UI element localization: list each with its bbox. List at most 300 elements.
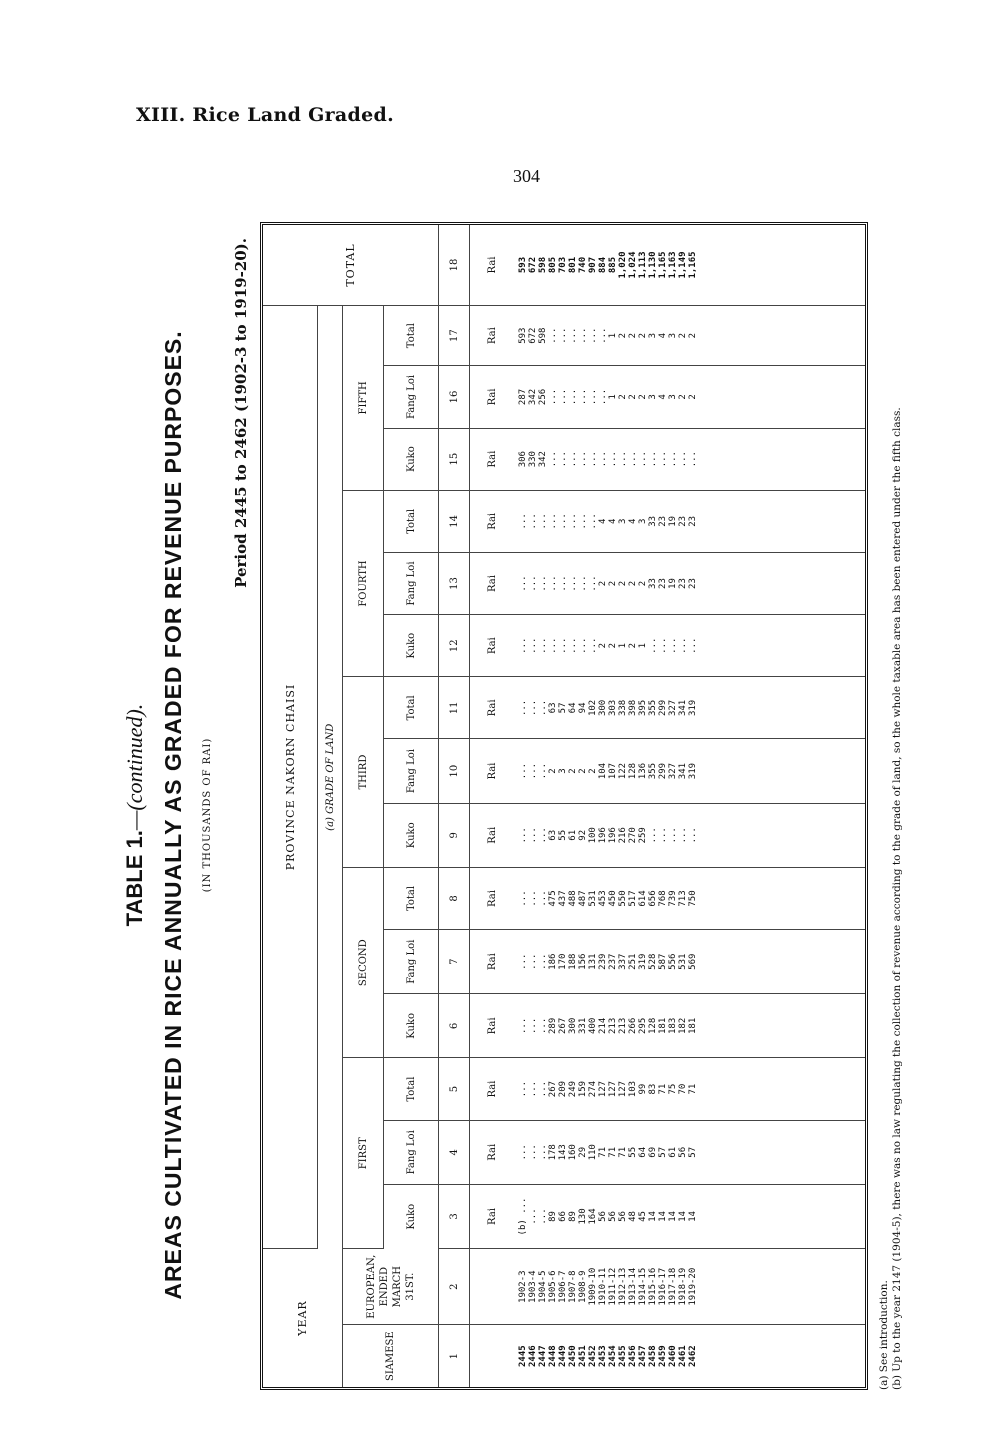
table-cell: 128 — [628, 762, 638, 780]
table-cell: 1 — [608, 332, 618, 339]
table-cell: 2 — [578, 768, 588, 774]
second-header: SECOND — [343, 867, 384, 1058]
table-cell: ... — [588, 388, 598, 406]
column-number-row — [439, 225, 470, 1387]
column-number: 17 — [439, 305, 470, 365]
table-cell: ... — [578, 575, 588, 592]
table-cell: 884 — [598, 256, 608, 274]
table-cell: ... — [678, 451, 688, 468]
column-number: 12 — [439, 615, 470, 677]
table-cell: 89 — [568, 1211, 578, 1222]
table-cell: 1905-6 — [548, 1270, 558, 1303]
table-cell: 56 — [618, 1211, 628, 1222]
table-cell: ... — [538, 1017, 548, 1035]
table-cell: 2 — [678, 332, 688, 339]
fourth-kuko-column — [514, 615, 865, 677]
table-cell: 306 — [518, 451, 528, 468]
rotated-table-page — [120, 210, 940, 1420]
table-cell: 170 — [558, 953, 568, 970]
table-cell: ... — [528, 890, 538, 907]
fangloi-header: Fang Loi — [384, 739, 439, 803]
table-cell: 249 — [568, 1080, 578, 1098]
table-cell: 614 — [638, 890, 648, 907]
table-cell: 1 — [608, 394, 618, 400]
table-cell: 487 — [578, 890, 588, 907]
first-total-column — [514, 1058, 865, 1120]
province-header: PROVINCE NAKORN CHAISI — [263, 305, 318, 1248]
table-cell: ... — [558, 575, 568, 592]
table-cell: 1,165 — [658, 251, 668, 279]
table-cell: 1916-17 — [658, 1267, 668, 1306]
table-cell: 266 — [628, 1017, 638, 1035]
table-cell: (b) ... — [518, 1197, 528, 1236]
table-cell: ... — [528, 1208, 538, 1225]
table-cell: 355 — [648, 699, 658, 717]
total-header: Total — [384, 305, 439, 365]
table-cell: 2 — [628, 643, 638, 649]
unit-label: Rai — [470, 552, 515, 614]
table-cell: 1913-14 — [628, 1267, 638, 1306]
table-cell: 23 — [688, 578, 698, 589]
table-cell: ... — [548, 513, 558, 530]
table-cell: ... — [518, 1017, 528, 1035]
table-cell: 216 — [618, 827, 628, 844]
unit-label: Rai — [470, 867, 515, 929]
column-number: 18 — [439, 225, 470, 305]
grand-total-column — [514, 225, 865, 305]
table-cell: ... — [578, 513, 588, 530]
table-cell: 182 — [678, 1017, 688, 1035]
unit-label: Rai — [470, 803, 515, 867]
table-cell: 598 — [538, 256, 548, 274]
table-cell: 75 — [668, 1083, 678, 1095]
table-cell: 300 — [568, 1017, 578, 1035]
table-cell: 63 — [548, 702, 558, 714]
table-cell: 1906-7 — [558, 1270, 568, 1303]
table-cell: 181 — [688, 1017, 698, 1035]
table-cell: 2 — [608, 643, 618, 649]
third-fangloi-column — [514, 739, 865, 803]
table-cell: 1911-12 — [608, 1267, 618, 1306]
table-cell: ... — [518, 762, 528, 780]
table-cell: 55 — [558, 829, 568, 841]
table-cell: 188 — [568, 953, 578, 970]
table-cell: 270 — [628, 827, 638, 844]
table-cell: 48 — [628, 1211, 638, 1222]
table-cell: 569 — [688, 953, 698, 970]
column-number: 1 — [439, 1325, 470, 1387]
table-cell: 1,165 — [688, 251, 698, 279]
table-cell: 4 — [628, 518, 638, 525]
table-cell: 102 — [588, 699, 598, 717]
table-cell: ... — [628, 451, 638, 468]
total-header: Total — [384, 677, 439, 739]
table-cell: 395 — [638, 699, 648, 717]
table-cell: 2 — [598, 580, 608, 587]
table-cell: ... — [578, 451, 588, 468]
table-cell: 61 — [568, 829, 578, 841]
unit-label: Rai — [470, 1058, 515, 1120]
table-cell: ... — [548, 388, 558, 406]
table-cell: 160 — [568, 1144, 578, 1161]
unit-label: Rai — [470, 615, 515, 677]
table-cell: 739 — [668, 890, 678, 907]
table-cell: ... — [518, 575, 528, 592]
footnotes — [878, 222, 904, 1390]
table-cell: 1,163 — [668, 251, 678, 279]
table-cell: 4 — [608, 518, 618, 525]
table-cell: ... — [588, 451, 598, 468]
fangloi-header: Fang Loi — [384, 1120, 439, 1184]
kuko-header: Kuko — [384, 428, 439, 490]
table-cell: 71 — [618, 1146, 628, 1158]
table-cell: 130 — [578, 1208, 588, 1225]
table-cell: 256 — [538, 388, 548, 406]
table-cell: ... — [668, 637, 678, 654]
table-cell: ... — [518, 637, 528, 654]
table-cell: 2451 — [578, 1345, 588, 1367]
table-cell: 14 — [648, 1211, 658, 1222]
table-cell: 750 — [688, 890, 698, 907]
table-cell: 103 — [628, 1080, 638, 1098]
table-cell: 61 — [668, 1146, 678, 1158]
table-cell: 57 — [688, 1146, 698, 1158]
unit-label: Rai — [470, 225, 515, 305]
kuko-header: Kuko — [384, 994, 439, 1058]
table-cell: 3 — [558, 768, 568, 774]
table-cell: 267 — [548, 1080, 558, 1098]
table-cell: 23 — [678, 515, 688, 527]
table-cell: ... — [538, 953, 548, 970]
table-cell: ... — [658, 451, 668, 468]
table-cell: 104 — [598, 762, 608, 780]
table-cell: ... — [618, 451, 628, 468]
unit-label: Rai — [470, 428, 515, 490]
fourth-total-column — [514, 490, 865, 552]
siamese-header: SIAMESE — [343, 1325, 439, 1387]
table-cell: 337 — [618, 953, 628, 970]
table-cell: ... — [588, 575, 598, 592]
table-cell: ... — [568, 451, 578, 468]
table-cell: 71 — [598, 1146, 608, 1158]
table-cell: 713 — [678, 890, 688, 907]
total-group-header: TOTAL — [263, 225, 439, 305]
table-cell: ... — [658, 637, 668, 654]
table-cell: 92 — [578, 829, 588, 841]
table-cell: 338 — [618, 699, 628, 717]
table-cell: 528 — [648, 953, 658, 970]
table-cell: ... — [538, 513, 548, 530]
table-cell: ... — [678, 637, 688, 654]
table-cell: 237 — [608, 953, 618, 970]
table-cell: 1912-13 — [618, 1267, 628, 1306]
unit-blank — [470, 1325, 515, 1387]
table-cell: ... — [608, 451, 618, 468]
table-cell: 885 — [608, 256, 618, 274]
table-cell: 2452 — [588, 1345, 598, 1367]
first-fangloi-column — [514, 1120, 865, 1184]
table-cell: 2 — [618, 394, 628, 400]
table-cell: 1909-10 — [588, 1267, 598, 1306]
table-cell: 19 — [668, 578, 678, 589]
table-cell: 178 — [548, 1144, 558, 1161]
column-number: 13 — [439, 552, 470, 614]
table-main-title: AREAS CULTIVATED IN RICE ANNUALLY AS GRADED FOR REVENUE PURPOSES. — [160, 330, 186, 1300]
european-header: EUROPEAN, ENDED MARCH 31ST. — [343, 1249, 439, 1325]
table-cell: 1904-5 — [538, 1270, 548, 1303]
table-cell: 327 — [668, 762, 678, 780]
unit-label: Rai — [470, 930, 515, 994]
table-cell: ... — [528, 637, 538, 654]
table-cell: 3 — [638, 518, 648, 525]
table-cell: 94 — [578, 702, 588, 714]
table-cell: 159 — [578, 1080, 588, 1098]
fangloi-header: Fang Loi — [384, 366, 439, 428]
column-number: 6 — [439, 994, 470, 1058]
table-cell: 143 — [558, 1144, 568, 1161]
table-cell: 289 — [548, 1017, 558, 1035]
table-cell: 2449 — [558, 1345, 568, 1367]
column-number: 4 — [439, 1120, 470, 1184]
table-cell: 2 — [638, 580, 648, 587]
column-number: 11 — [439, 677, 470, 739]
data-body — [514, 225, 865, 1387]
table-cell: 805 — [548, 256, 558, 274]
table-cell: 71 — [688, 1083, 698, 1095]
table-cell: 71 — [658, 1083, 668, 1095]
kuko-header: Kuko — [384, 615, 439, 677]
unit-row — [470, 225, 515, 1387]
table-cell: 23 — [688, 515, 698, 527]
table-cell: 1903-4 — [528, 1270, 538, 1303]
table-cell: 341 — [678, 762, 688, 780]
table-cell: 274 — [588, 1080, 598, 1098]
table-label: TABLE 1.—(continued). — [122, 703, 147, 927]
table-cell: ... — [678, 827, 688, 844]
grade-header: (a) GRADE OF LAND — [318, 305, 343, 1248]
table-cell: 2 — [588, 768, 598, 774]
table-cell: ... — [518, 513, 528, 530]
table-cell: 2 — [548, 768, 558, 774]
table-cell: 2461 — [678, 1345, 688, 1367]
table-cell: 1,130 — [648, 251, 658, 279]
table-cell: ... — [518, 827, 528, 844]
table-cell: 656 — [648, 890, 658, 907]
table-cell: ... — [568, 575, 578, 592]
table-cell: ... — [668, 827, 678, 844]
table-cell: 33 — [648, 515, 658, 527]
table-cell: 342 — [528, 388, 538, 406]
table-cell: ... — [518, 1080, 528, 1098]
third-total-column — [514, 677, 865, 739]
total-header: Total — [384, 1058, 439, 1120]
table-cell: 355 — [648, 762, 658, 780]
column-number: 9 — [439, 803, 470, 867]
total-header: Total — [384, 867, 439, 929]
european-year-column — [514, 1249, 865, 1325]
table-cell: 1914-15 — [638, 1267, 648, 1306]
table-cell: 437 — [558, 890, 568, 907]
table-cell: 475 — [548, 890, 558, 907]
table-cell: 3 — [668, 394, 678, 400]
table-cell: 1902-3 — [518, 1270, 528, 1303]
table-cell: 299 — [658, 699, 668, 717]
table-cell: 1,113 — [638, 251, 648, 279]
table-cell: ... — [538, 1144, 548, 1161]
table-cell: 2456 — [628, 1345, 638, 1367]
table-cell: 531 — [678, 953, 688, 970]
table-cell: 3 — [618, 518, 628, 525]
table-cell: ... — [598, 388, 608, 406]
table-cell: 593 — [518, 256, 528, 274]
table-cell: 131 — [588, 953, 598, 970]
unit-label: Rai — [470, 739, 515, 803]
table-cell: 341 — [678, 699, 688, 717]
table-cell: 196 — [608, 827, 618, 844]
table-cell: ... — [648, 451, 658, 468]
table-cell: 703 — [558, 256, 568, 274]
table-cell: 164 — [588, 1208, 598, 1225]
kuko-header: Kuko — [384, 803, 439, 867]
table-cell: 127 — [618, 1080, 628, 1098]
siamese-year-column — [514, 1325, 865, 1387]
table-cell: 2455 — [618, 1345, 628, 1367]
table-cell: 2457 — [638, 1345, 648, 1367]
table-cell: 57 — [558, 702, 568, 714]
table-cell: ... — [578, 388, 588, 406]
table-cell: ... — [558, 388, 568, 406]
first-kuko-column — [514, 1184, 865, 1248]
table-cell: ... — [548, 637, 558, 654]
table-cell: 740 — [578, 256, 588, 274]
table-cell: 587 — [658, 953, 668, 970]
table-cell: 156 — [578, 953, 588, 970]
table-cell: 319 — [638, 953, 648, 970]
table-cell: 1907-8 — [568, 1270, 578, 1303]
table-cell: 56 — [678, 1146, 688, 1158]
fifth-header: FIFTH — [343, 305, 384, 490]
column-number: 15 — [439, 428, 470, 490]
table-cell: 1910-11 — [598, 1267, 608, 1306]
table-cell: 801 — [568, 256, 578, 274]
table-cell: 2 — [678, 394, 688, 400]
table-cell: 99 — [638, 1083, 648, 1095]
table-cell: 2 — [688, 394, 698, 400]
table-cell: 2453 — [598, 1345, 608, 1367]
table-cell: 186 — [548, 953, 558, 970]
table-cell: ... — [518, 699, 528, 717]
table-cell: 14 — [678, 1211, 688, 1222]
table-cell: 209 — [558, 1080, 568, 1098]
table-cell: 531 — [588, 890, 598, 907]
table-cell: 4 — [598, 518, 608, 525]
table-cell: 2447 — [538, 1345, 548, 1367]
table-cell: 127 — [608, 1080, 618, 1098]
table-cell: ... — [668, 451, 678, 468]
second-fangloi-column — [514, 930, 865, 994]
table-cell: ... — [538, 890, 548, 907]
table-cell: 1,149 — [678, 251, 688, 279]
table-cell: ... — [528, 827, 538, 844]
table-cell: ... — [558, 451, 568, 468]
table-cell: 2 — [618, 580, 628, 587]
table-cell: 1,020 — [618, 251, 628, 279]
table-cell: 303 — [608, 699, 618, 717]
table-cell: 907 — [588, 256, 598, 274]
table-cell: 342 — [538, 451, 548, 468]
table-cell: ... — [568, 327, 578, 344]
table-cell: ... — [528, 699, 538, 717]
fourth-fangloi-column — [514, 552, 865, 614]
footnote-a: (a) See introduction. — [878, 1280, 890, 1390]
table-cell: 2462 — [688, 1345, 698, 1367]
table-cell: ... — [538, 1080, 548, 1098]
table-cell: 71 — [608, 1146, 618, 1158]
table-cell: ... — [598, 451, 608, 468]
year-header: YEAR — [263, 1249, 343, 1387]
third-kuko-column — [514, 803, 865, 867]
table-cell: 2 — [628, 394, 638, 400]
table-cell: 1 — [638, 643, 648, 649]
table-cell: 55 — [628, 1146, 638, 1158]
table-cell: ... — [548, 451, 558, 468]
table-cell: ... — [518, 953, 528, 970]
column-number: 16 — [439, 366, 470, 428]
fourth-header: FOURTH — [343, 490, 384, 677]
table-cell: 181 — [658, 1017, 668, 1035]
table-cell: 299 — [658, 762, 668, 780]
section-heading: XIII. Rice Land Graded. — [136, 104, 395, 126]
table-cell: ... — [578, 637, 588, 654]
table-cell: 2450 — [568, 1345, 578, 1367]
table-cell: 319 — [688, 699, 698, 717]
unit-label: Rai — [470, 490, 515, 552]
table-cell: 295 — [638, 1017, 648, 1035]
column-number: 14 — [439, 490, 470, 552]
table-cell: ... — [658, 827, 668, 844]
table-cell: 327 — [668, 699, 678, 717]
rice-land-table — [260, 222, 868, 1390]
third-header: THIRD — [343, 677, 384, 868]
total-header: Total — [384, 490, 439, 552]
table-cell: ... — [548, 575, 558, 592]
page-number: 304 — [513, 166, 540, 186]
table-cell: 2445 — [518, 1345, 528, 1367]
table-cell: ... — [568, 513, 578, 530]
table-cell: 14 — [658, 1211, 668, 1222]
table-cell: ... — [538, 827, 548, 844]
table-cell: 2 — [638, 332, 648, 339]
table-cell: ... — [518, 1144, 528, 1161]
table-cell: 100 — [588, 827, 598, 844]
table-cell: 83 — [648, 1083, 658, 1095]
table-cell: 2460 — [668, 1345, 678, 1367]
table-cell: 2448 — [548, 1345, 558, 1367]
column-number: 5 — [439, 1058, 470, 1120]
table-cell: 107 — [608, 762, 618, 780]
column-number: 10 — [439, 739, 470, 803]
table-cell: ... — [568, 637, 578, 654]
table-cell: 2458 — [648, 1345, 658, 1367]
table-cell: 23 — [658, 515, 668, 527]
table-cell: 57 — [658, 1146, 668, 1158]
table-cell: ... — [648, 637, 658, 654]
unit-label: Rai — [470, 305, 515, 365]
table-cell: 400 — [588, 1017, 598, 1035]
table-cell: 517 — [628, 890, 638, 907]
unit-label: Rai — [470, 994, 515, 1058]
table-cell: 251 — [628, 953, 638, 970]
